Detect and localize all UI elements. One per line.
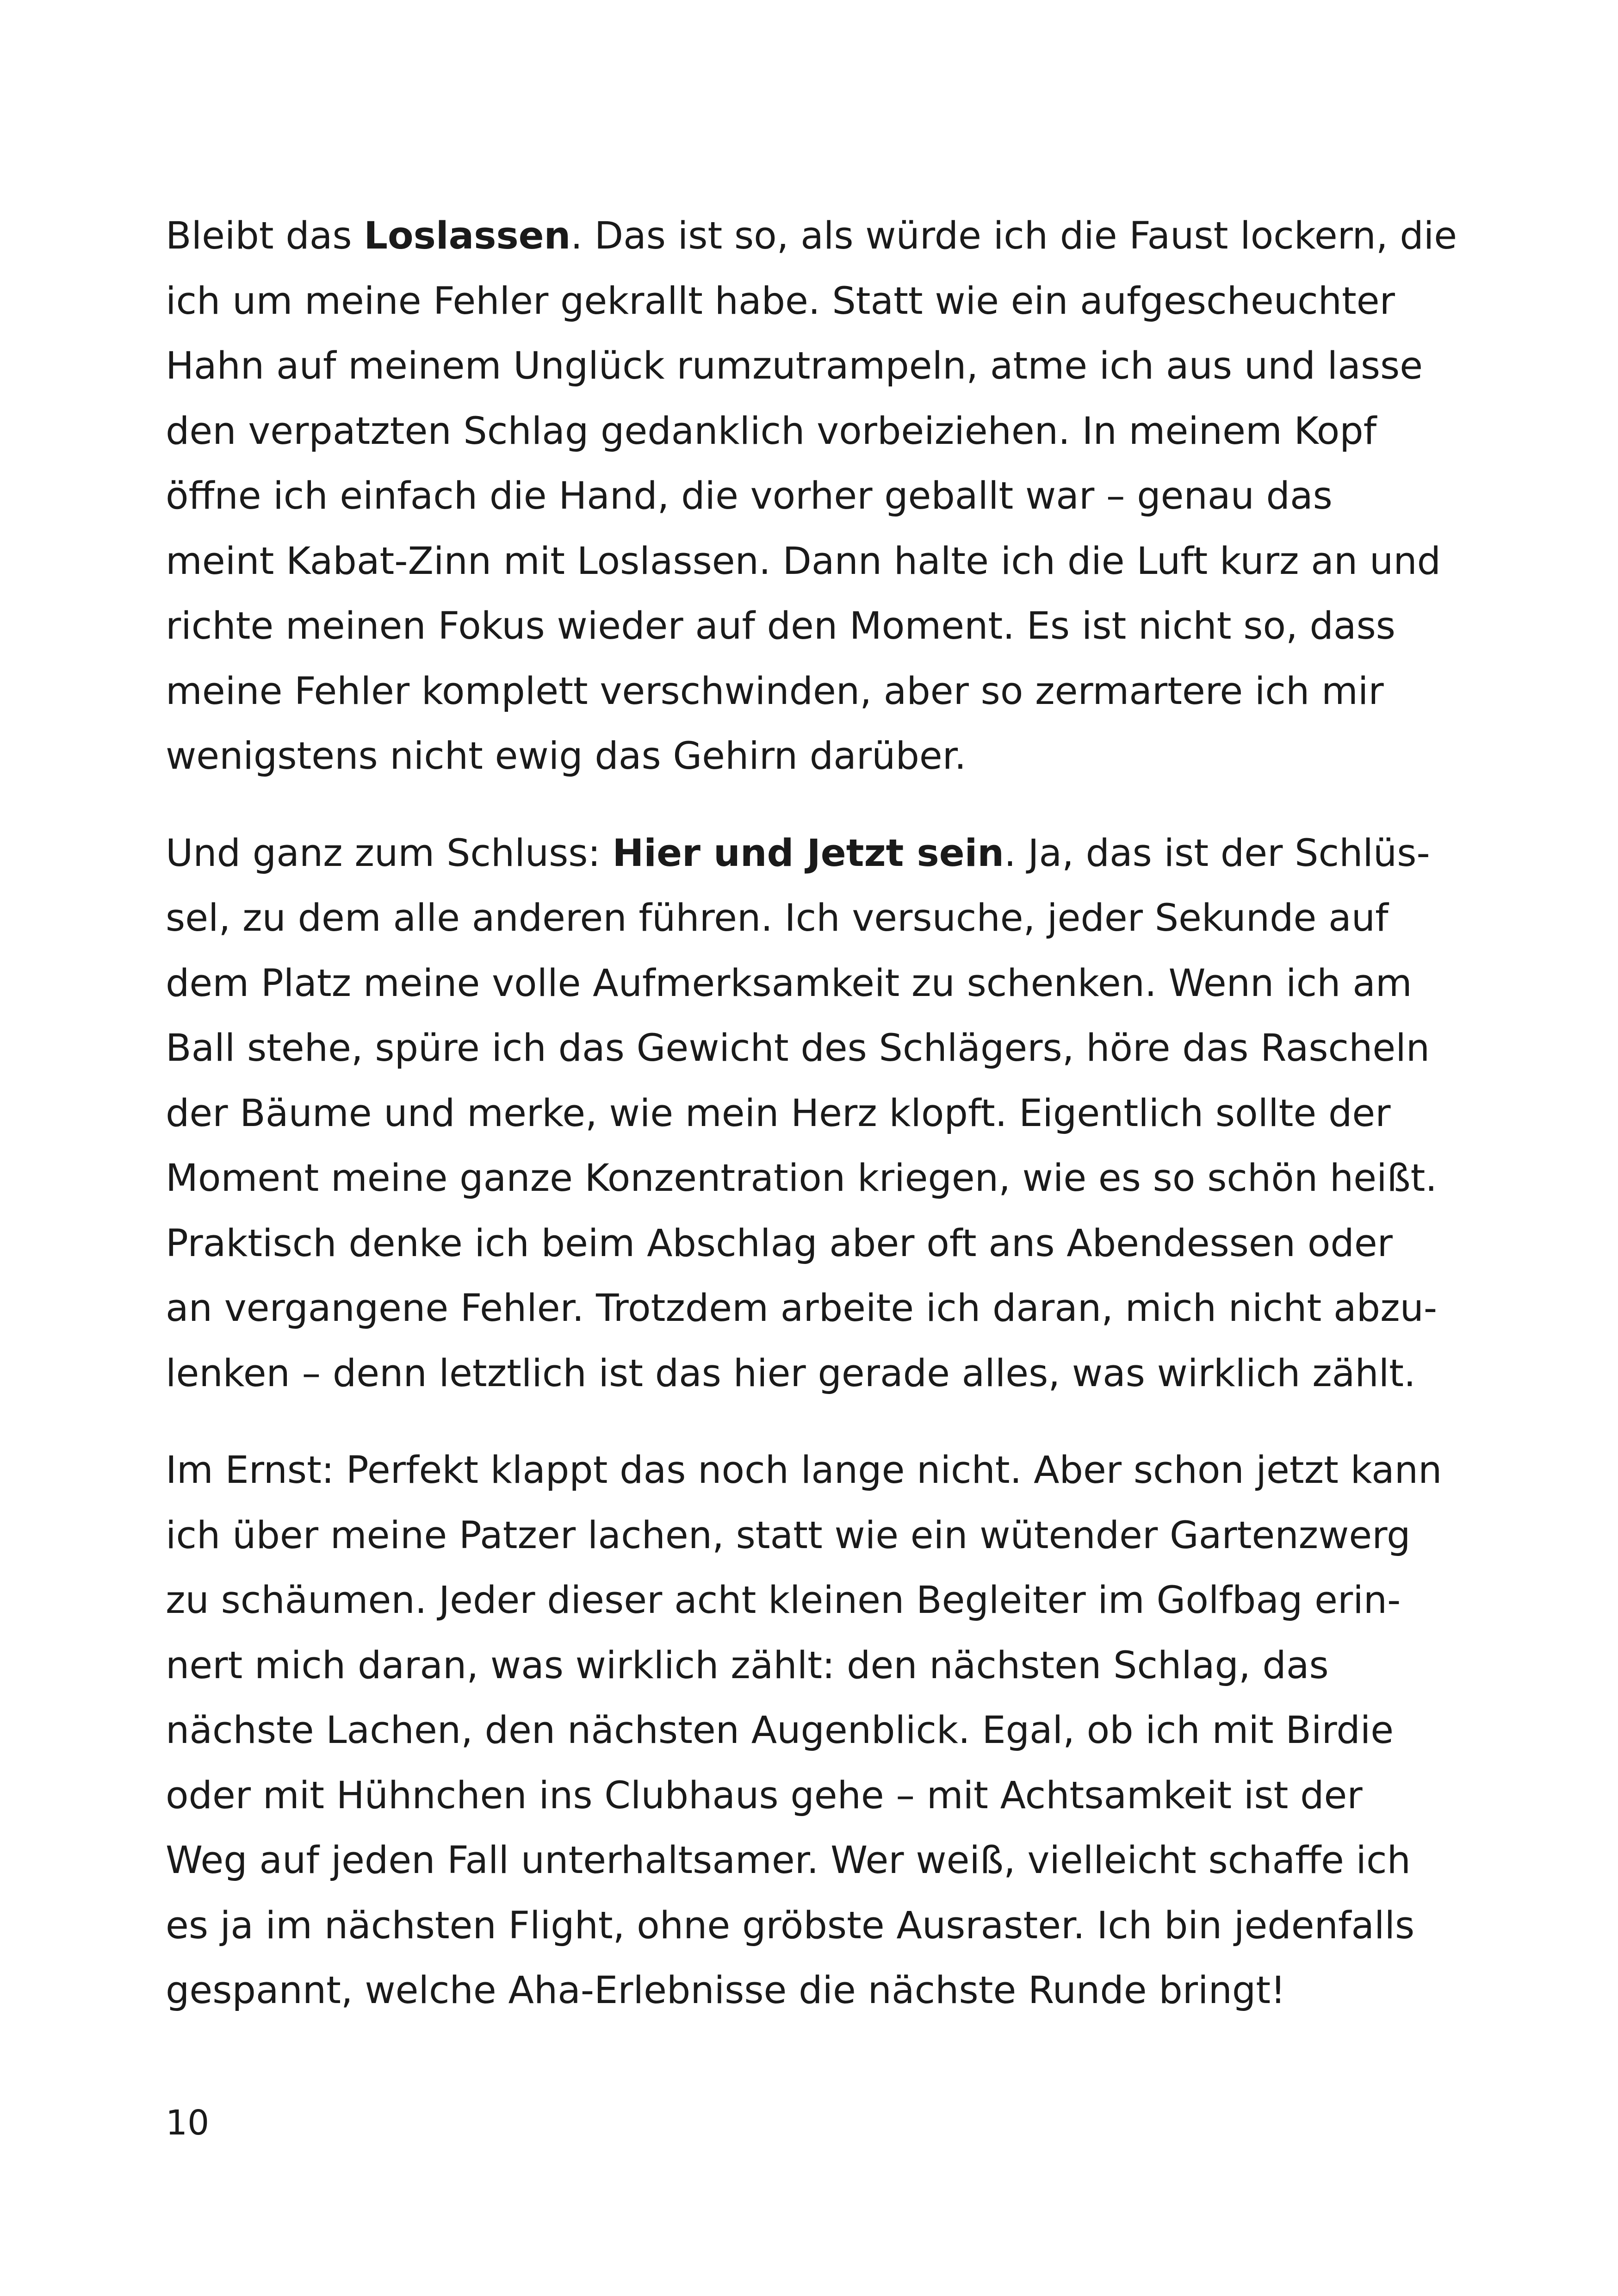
text-line xyxy=(166,1958,1457,2023)
text-line xyxy=(166,1146,1457,1211)
text-line xyxy=(166,1763,1457,1829)
paragraph xyxy=(166,1438,1457,2023)
text-line xyxy=(166,464,1457,529)
text-segment: ich über meine Patzer lachen, statt wie ein wütender Gartenzwerg xyxy=(166,1513,1411,1557)
text-line xyxy=(166,1438,1457,1503)
text-line xyxy=(166,399,1457,464)
text-line xyxy=(166,724,1457,789)
text-line xyxy=(166,334,1457,399)
text-segment: Im Ernst: Perfekt klappt das noch lange nicht. Aber schon jetzt kann xyxy=(166,1449,1442,1492)
text-line xyxy=(166,1828,1457,1893)
text-line xyxy=(166,1698,1457,1763)
text-line xyxy=(166,204,1457,269)
text-segment: der Bäume und merke, wie mein Herz klopft. Eigentlich sollte der xyxy=(166,1091,1391,1135)
paragraph xyxy=(166,821,1457,1406)
text-segment: Und ganz zum Schluss: xyxy=(166,831,613,875)
text-segment: lenken – denn letztlich ist das hier gerade alles, was wirklich zählt. xyxy=(166,1351,1416,1395)
text-line xyxy=(166,1568,1457,1633)
text-line xyxy=(166,529,1457,594)
text-segment: Bleibt das xyxy=(166,214,364,258)
text-segment: öffne ich einfach die Hand, die vorher geballt war – genau das xyxy=(166,474,1333,518)
text-line xyxy=(166,951,1457,1016)
text-segment: wenigstens nicht ewig das Gehirn darüber. xyxy=(166,734,967,778)
text-segment: meint Kabat-Zinn mit Loslassen. Dann halte ich die Luft kurz an und xyxy=(166,539,1441,583)
paragraph xyxy=(166,204,1457,789)
text-line xyxy=(166,821,1457,886)
text-segment: zu schäumen. Jeder dieser acht kleinen Begleiter im Golfbag erin- xyxy=(166,1579,1401,1622)
text-line xyxy=(166,1633,1457,1699)
text-segment: . Das ist so, als würde ich die Faust lockern, die xyxy=(570,214,1457,258)
text-line xyxy=(166,1081,1457,1146)
text-segment: Hahn auf meinem Unglück rumzutrampeln, atme ich aus und lasse xyxy=(166,344,1423,388)
text-line xyxy=(166,886,1457,951)
text-line xyxy=(166,1503,1457,1568)
bold-term: Loslassen xyxy=(364,214,571,258)
text-segment: Praktisch denke ich beim Abschlag aber oft ans Abendessen oder xyxy=(166,1221,1393,1265)
text-segment: nert mich daran, was wirklich zählt: den nächsten Schlag, das xyxy=(166,1643,1329,1687)
text-line xyxy=(166,594,1457,659)
text-line xyxy=(166,1893,1457,1959)
text-segment: an vergangene Fehler. Trotzdem arbeite ich daran, mich nicht abzu- xyxy=(166,1287,1438,1330)
text-segment: meine Fehler komplett verschwinden, aber so zermartere ich mir xyxy=(166,669,1384,713)
text-segment: . Ja, das ist der Schlüs- xyxy=(1004,831,1430,875)
text-segment: es ja im nächsten Flight, ohne gröbste Ausraster. Ich bin jedenfalls xyxy=(166,1904,1415,1948)
text-segment: nächste Lachen, den nächsten Augenblick. Egal, ob ich mit Birdie xyxy=(166,1709,1394,1752)
body-text xyxy=(166,204,1457,2055)
text-segment: Ball stehe, spüre ich das Gewicht des Schlägers, höre das Rascheln xyxy=(166,1027,1430,1070)
text-line xyxy=(166,659,1457,724)
text-line xyxy=(166,269,1457,334)
text-segment: ich um meine Fehler gekrallt habe. Statt wie ein aufgescheuchter xyxy=(166,279,1395,323)
text-segment: Weg auf jeden Fall unterhaltsamer. Wer weiß, vielleicht schaffe ich xyxy=(166,1839,1411,1882)
bold-term: Hier und Jetzt sein xyxy=(612,831,1004,875)
text-segment: sel, zu dem alle anderen führen. Ich versuche, jeder Sekunde auf xyxy=(166,896,1389,940)
text-segment: den verpatzten Schlag gedanklich vorbeiziehen. In meinem Kopf xyxy=(166,409,1377,453)
text-segment: Moment meine ganze Konzentration kriegen, wie es so schön heißt. xyxy=(166,1157,1438,1200)
text-line xyxy=(166,1276,1457,1341)
text-segment: dem Platz meine volle Aufmerksamkeit zu schenken. Wenn ich am xyxy=(166,961,1412,1005)
text-segment: gespannt, welche Aha-Erlebnisse die nächste Runde bringt! xyxy=(166,1969,1286,2012)
text-line xyxy=(166,1016,1457,1081)
text-line xyxy=(166,1211,1457,1276)
text-line xyxy=(166,1341,1457,1406)
page-number: 10 xyxy=(166,2103,210,2143)
text-segment: richte meinen Fokus wieder auf den Moment. Es ist nicht so, dass xyxy=(166,604,1395,648)
text-segment: oder mit Hühnchen ins Clubhaus gehe – mit Achtsamkeit ist der xyxy=(166,1773,1363,1817)
